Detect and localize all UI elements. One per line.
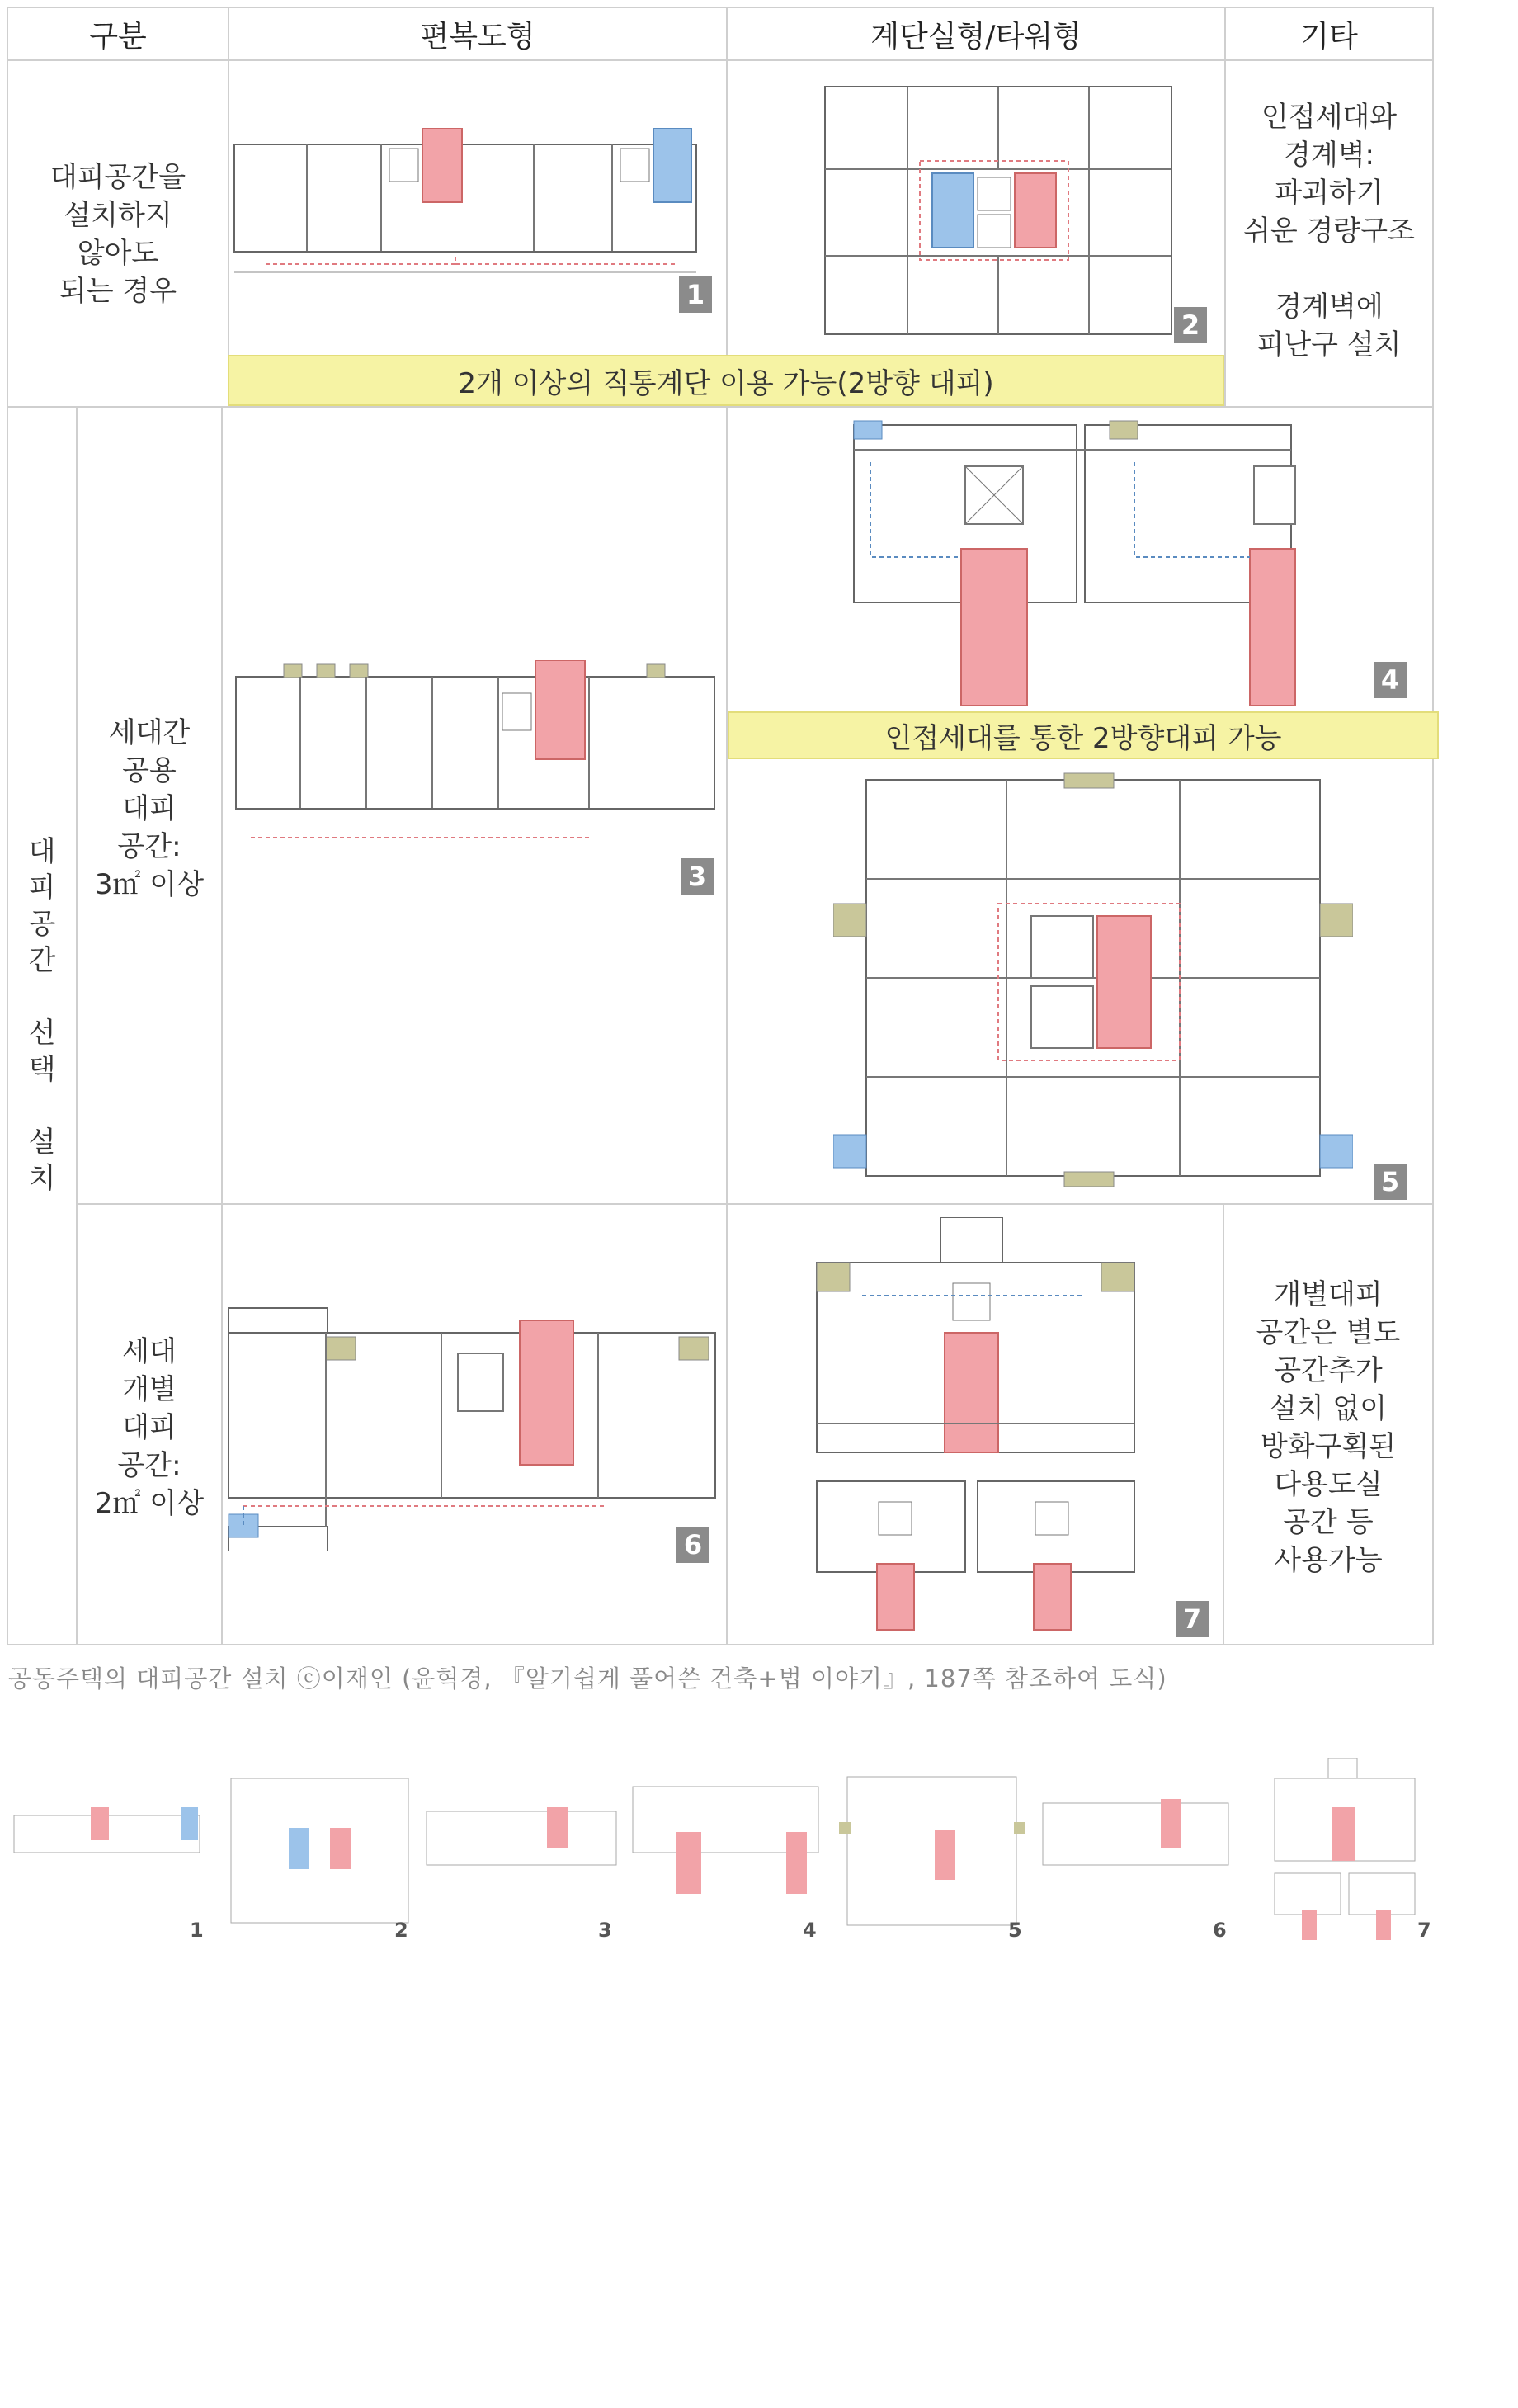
outer-label-char: 택 — [28, 1053, 56, 1086]
row1-other-line: 인접세대와 — [1261, 101, 1398, 134]
shared-label-line: 공용 — [122, 754, 177, 787]
row1-label-line: 않아도 — [77, 237, 159, 270]
shared-label-line: 공간: — [117, 830, 182, 863]
shared-label-line: 3㎡ 이상 — [94, 868, 205, 901]
outer-label-char: 선 — [28, 1017, 56, 1050]
individual-label-line: 공간: — [117, 1449, 182, 1482]
floor-plan-2 — [817, 78, 1180, 342]
badge-1: 1 — [679, 276, 712, 313]
row2-shared-label — [78, 701, 221, 916]
individual-label-line: 2㎡ 이상 — [94, 1487, 205, 1520]
row1-other-line: 파괴하기 — [1275, 177, 1384, 210]
thumbnail-1 — [12, 1799, 202, 1873]
row1-label-line: 대피공간을 — [50, 161, 186, 194]
badge-6: 6 — [676, 1527, 710, 1563]
row2-other-line: 공간 등 — [1283, 1506, 1374, 1539]
row2-other-line: 다용도실 — [1274, 1468, 1383, 1501]
thumbnail-number: 3 — [598, 1919, 612, 1942]
row1-banner: 2개 이상의 직통계단 이용 가능(2방향 대피) — [228, 355, 1224, 406]
row1-other-line: 피난구 설치 — [1256, 328, 1402, 361]
row1-label-line: 되는 경우 — [59, 275, 177, 308]
floor-plan-7 — [813, 1217, 1143, 1634]
header-corridor-type: 편복도형 — [420, 19, 535, 54]
outer-label-char: 설 — [28, 1126, 56, 1159]
thumbnail-4 — [631, 1782, 821, 1898]
row2-other-line: 설치 없이 — [1269, 1392, 1388, 1425]
outer-label-char: 피 — [28, 871, 56, 904]
row2-other-line: 사용가능 — [1274, 1544, 1383, 1577]
thumbnail-7 — [1270, 1758, 1419, 1943]
badge-2: 2 — [1174, 307, 1207, 343]
thumbnail-number: 5 — [1008, 1919, 1022, 1942]
row1-other — [1226, 91, 1432, 371]
outer-label-char: 치 — [28, 1162, 56, 1195]
header-category: 구분 — [89, 19, 147, 54]
row1-other-line: 경계벽: — [1284, 139, 1374, 172]
thumbnail-number: 6 — [1213, 1919, 1227, 1942]
row2-individual-label — [78, 1320, 221, 1535]
individual-label-line: 개별 — [122, 1373, 177, 1406]
header-stair-tower-type: 계단실형/타워형 — [870, 19, 1082, 54]
outer-label-char: 대 — [28, 835, 56, 868]
floor-plan-1 — [233, 128, 719, 314]
figure-caption: 공동주택의 대피공간 설치 ⓒ이재인 (윤혁경, 『알기쉽게 풀어쓴 건축+법 이야기』, 187쪽 참조하여 도식) — [8, 1664, 1167, 1693]
individual-label-line: 세대 — [122, 1335, 177, 1368]
row2-other — [1224, 1271, 1432, 1584]
row2-other-line: 공간추가 — [1274, 1354, 1383, 1387]
floor-plan-3 — [234, 660, 721, 850]
badge-4: 4 — [1374, 662, 1407, 698]
badge-5: 5 — [1374, 1164, 1407, 1200]
thumbnail-number: 2 — [394, 1919, 408, 1942]
shared-label-line: 대피 — [122, 792, 177, 825]
outer-label-char: 공 — [28, 908, 56, 941]
row1-other-line: 쉬운 경량구조 — [1243, 215, 1415, 248]
row1-other-line: 경계벽에 — [1275, 290, 1384, 323]
badge-3: 3 — [681, 858, 714, 895]
row1-label-line: 설치하지 — [64, 199, 172, 232]
row2-outer-label — [8, 833, 76, 1197]
row2-other-line: 개별대피 — [1274, 1278, 1383, 1311]
row1-label — [8, 61, 228, 408]
floor-plan-6 — [227, 1304, 722, 1551]
thumbnail-number: 1 — [190, 1919, 204, 1942]
outer-label-char: 간 — [28, 944, 56, 977]
thumbnail-2 — [227, 1774, 412, 1927]
shared-label-line: 세대간 — [108, 716, 191, 749]
thumbnail-number: 4 — [803, 1919, 817, 1942]
floor-plan-4 — [846, 417, 1299, 710]
row2-other-line: 공간은 별도 — [1256, 1316, 1401, 1349]
row2-other-line: 방화구획된 — [1260, 1430, 1397, 1463]
floor-plan-5 — [833, 772, 1353, 1188]
badge-7: 7 — [1176, 1601, 1209, 1637]
thumbnail-6 — [1041, 1795, 1233, 1877]
individual-label-line: 대피 — [122, 1411, 177, 1444]
header-other: 기타 — [1300, 19, 1358, 54]
row2-banner: 인접세대를 통한 2방향대피 가능 — [728, 711, 1439, 759]
thumbnail-5 — [837, 1773, 1027, 1929]
thumbnail-number: 7 — [1417, 1919, 1431, 1942]
thumbnail-3 — [425, 1803, 619, 1877]
